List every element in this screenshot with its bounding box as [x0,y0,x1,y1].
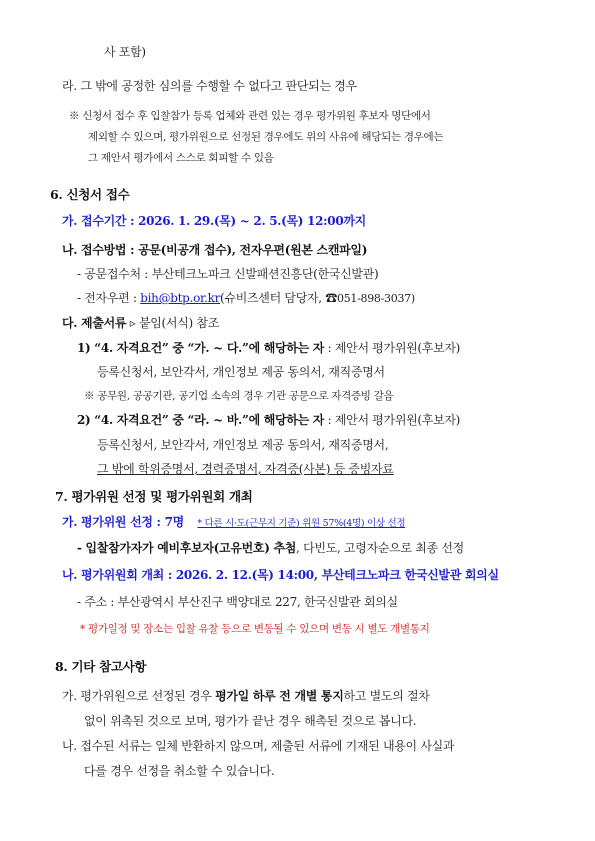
s7-selection-label: 가. 평가위원 선정 : 7명 [62,515,184,529]
s6-item-2 [77,412,460,428]
section-7-title: 7. 평가위원 선정 및 평가위원회 개최 [55,489,253,504]
s6-item-1-label: 1) “4. 자격요건” 중 “가. ~ 다.”에 해당하는 자 [77,341,325,355]
s6-receipt-office: - 공문접수처 : 부산테크노파크 신발패션진흥단(한국신발관) [77,267,379,281]
s6-item-1-rest: : 제안서 평가위원(후보자) [324,341,461,355]
s6-email-suffix: (슈비즈센터 담당자, [220,291,326,305]
s6-email-prefix: - 전자우편 : [77,291,141,305]
s6-item-1-note: ※ 공무원, 공공기관, 공기업 소속의 경우 기관 공문으로 자격증빙 갈음 [84,390,394,402]
s6-item-2-label: 2) “4. 자격요건” 중 “라. ~ 바.”에 해당하는 자 [77,413,325,427]
s8-item-ga [62,688,430,704]
s6-item-2-line-3: 그 밖에 학위증명서, 경력증명서, 자격증(사본) 등 증빙자료 [97,462,394,476]
s6-documents-ref: ▹ 붙임(서식) 참조 [126,316,220,330]
s6-item-1-line-2: 등록신청서, 보안각서, 개인정보 제공 동의서, 재직증명서 [97,365,385,379]
section-6-title: 6. 신청서 접수 [50,187,130,202]
s8-item-na-line-2: 다를 경우 선정을 취소할 수 있습니다. [84,764,275,778]
s8-ga-text-b: 평가일 하루 전 개별 통지 [215,689,344,703]
s6-documents-label: 다. 제출서류 [62,316,127,330]
s6-receipt-period: 가. 접수기간 : 2026. 1. 29.(목) ~ 2. 5.(목) 12:00까지 [62,214,366,228]
s6-email-line [77,290,415,307]
s7-lottery-label: - 입찰참가자가 예비후보자(고유번호) 추첨 [77,541,297,555]
phone-icon: ☎ [325,291,338,305]
s7-lottery-rest: , 다빈도, 고령자순으로 최종 선정 [296,541,464,555]
s7-lottery [77,540,464,556]
s7-address: - 주소 : 부산광역시 부산진구 백양대로 227, 한국신발관 회의실 [77,595,398,609]
s7-schedule-note: * 평가일정 및 장소는 입찰 유찰 등으로 변동될 수 있으며 변동 시 별도 개별통지 [80,623,430,635]
s8-item-na: 나. 접수된 서류는 일체 반환하지 않으며, 제출된 서류에 기재된 내용이 사실과 [62,739,455,753]
s8-item-ga-line-2: 없이 위촉된 것으로 보며, 평가가 끝난 경우 해촉된 것으로 봅니다. [84,714,417,728]
s8-ga-text-c: 하고 별도의 절차 [343,689,430,703]
s6-item-1 [77,340,460,356]
s7-selection [62,514,405,532]
email-link[interactable]: bih@btp.or.kr [140,291,221,305]
s6-item-2-rest: : 제안서 평가위원(후보자) [324,413,461,427]
section-8-title: 8. 기타 참고사항 [55,659,147,674]
item-ra: 라. 그 밖에 공정한 심의를 수행할 수 없다고 판단되는 경우 [62,79,357,93]
s6-phone: 051-898-3037) [337,292,415,305]
s8-ga-text-a: 가. 평가위원으로 선정된 경우 [62,689,216,703]
s6-receipt-method: 나. 접수방법 : 공문(비공개 접수), 전자우편(원본 스캔파일) [62,243,368,257]
s6-documents [62,315,219,331]
s7-committee-meeting: 나. 평가위원회 개최 : 2026. 2. 12.(목) 14:00, 부산테크노파크 한국신발관 회의실 [62,568,499,582]
s7-selection-note: * 다른 시·도(근무지 기준) 위원 57%(4명) 이상 선정 [197,518,406,529]
note-line-2: 제외할 수 있으며, 평가위원으로 선정된 경우에도 위의 사유에 해당되는 경우에는 [88,131,444,143]
note-line-1: ※ 신청서 접수 후 입찰참가 등록 업체와 관련 있는 경우 평가위원 후보자 명단에서 [69,110,431,122]
intro-continuation: 사 포함) [104,45,146,59]
s6-item-2-line-2: 등록신청서, 보안각서, 개인정보 제공 동의서, 재직증명서, [97,438,389,452]
note-line-3: 그 제안서 평가에서 스스로 회피할 수 있음 [88,152,274,164]
